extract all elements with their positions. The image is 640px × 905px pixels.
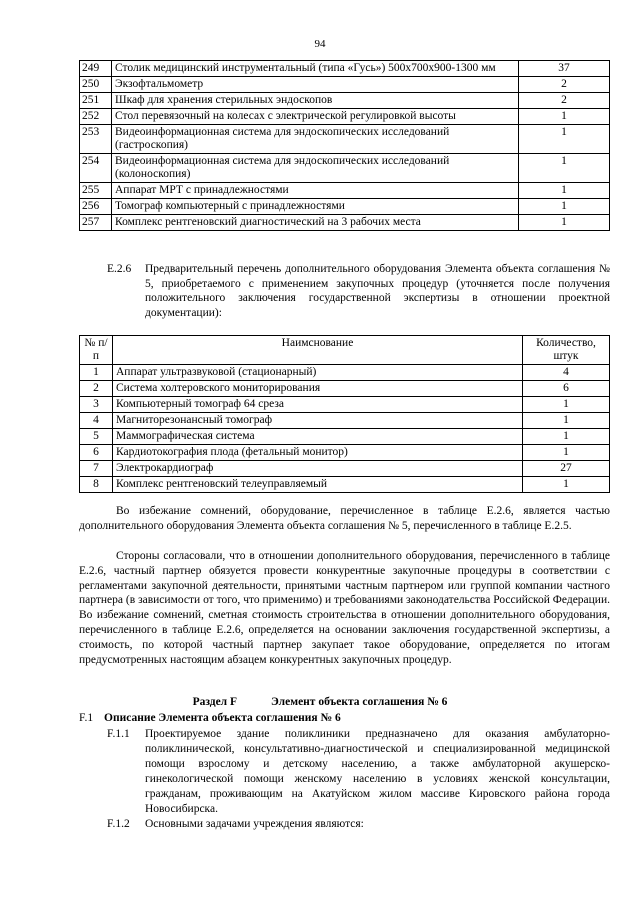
row-quantity: 1 xyxy=(519,125,610,154)
row-number: 253 xyxy=(80,125,112,154)
subsection-f-1 xyxy=(79,712,341,724)
section-f-title xyxy=(0,696,640,708)
section-text: Предварительный перечень дополнительного оборудования Элемента объекта соглашения № 5, приобретаемого с применением закупочных процедур (уточняется после получения положительного заключения государственной экспертизы в отношении проектной документации): xyxy=(145,263,610,319)
row-number: 5 xyxy=(80,429,113,445)
row-quantity: 1 xyxy=(523,413,610,429)
row-quantity: 2 xyxy=(519,93,610,109)
column-header-quantity: Количество, штук xyxy=(523,336,610,365)
row-number: 254 xyxy=(80,154,112,183)
row-number: 250 xyxy=(80,77,112,93)
row-name: Комплекс рентгеновский диагностический на 3 рабочих места xyxy=(112,215,519,231)
clause-code: F.1.2 xyxy=(107,818,130,830)
row-number: 256 xyxy=(80,199,112,215)
subsection-title: Описание Элемента объекта соглашения № 6 xyxy=(104,712,341,724)
table-row xyxy=(80,413,610,429)
row-number: 6 xyxy=(80,445,113,461)
subsection-code: F.1 xyxy=(79,712,94,724)
row-quantity: 2 xyxy=(519,77,610,93)
row-name: Аппарат ультразвуковой (стационарный) xyxy=(113,365,523,381)
row-name: Компьютерный томограф 64 среза xyxy=(113,397,523,413)
row-name: Шкаф для хранения стерильных эндоскопов xyxy=(112,93,519,109)
table-row xyxy=(80,109,610,125)
table-row xyxy=(80,381,610,397)
row-name: Электрокардиограф xyxy=(113,461,523,477)
row-quantity: 1 xyxy=(519,199,610,215)
row-name: Маммографическая система xyxy=(113,429,523,445)
row-name: Томограф компьютерный с принадлежностями xyxy=(112,199,519,215)
table-row xyxy=(80,461,610,477)
row-number: 4 xyxy=(80,413,113,429)
table-row xyxy=(80,93,610,109)
table-row xyxy=(80,445,610,461)
page-number: 94 xyxy=(314,38,326,50)
row-name: Комплекс рентгеновский телеуправляемый xyxy=(113,477,523,493)
row-quantity: 4 xyxy=(523,365,610,381)
table-row xyxy=(80,215,610,231)
row-quantity: 27 xyxy=(523,461,610,477)
table-row xyxy=(80,365,610,381)
row-quantity: 6 xyxy=(523,381,610,397)
table-row xyxy=(80,125,610,154)
row-quantity: 1 xyxy=(519,154,610,183)
table-header-row xyxy=(80,336,610,365)
column-header-number: № п/п xyxy=(80,336,113,365)
row-quantity: 1 xyxy=(519,215,610,231)
row-number: 252 xyxy=(80,109,112,125)
row-name: Экзофтальмометр xyxy=(112,77,519,93)
row-name: Система холтеровского мониторирования xyxy=(113,381,523,397)
row-number: 7 xyxy=(80,461,113,477)
row-quantity: 1 xyxy=(523,429,610,445)
row-number: 249 xyxy=(80,61,112,77)
table-row xyxy=(80,77,610,93)
row-name: Аппарат МРТ с принадлежностями xyxy=(112,183,519,199)
clause-f-1-2 xyxy=(107,818,364,830)
section-f-label: Раздел F xyxy=(192,696,238,708)
row-number: 1 xyxy=(80,365,113,381)
clause-text: Основными задачами учреждения являются: xyxy=(145,818,364,830)
table-row xyxy=(80,154,610,183)
section-code: E.2.6 xyxy=(107,263,132,275)
row-quantity: 1 xyxy=(519,109,610,125)
row-quantity: 1 xyxy=(523,397,610,413)
row-number: 3 xyxy=(80,397,113,413)
row-number: 255 xyxy=(80,183,112,199)
additional-equipment-table xyxy=(79,335,610,493)
table-row xyxy=(80,429,610,445)
row-number: 2 xyxy=(80,381,113,397)
row-number: 8 xyxy=(80,477,113,493)
section-e-2-6 xyxy=(107,262,610,320)
paragraph-procurement-agreement: Стороны согласовали, что в отношении дополнительного оборудования, перечисленного в таблице E.2.6, частный партнер обязуется провести конкурентные закупочные процедуры в соответствии с регламентами закупочной деятельности, принятыми частным партнером или группой компании частного партнера (в зависимости от того, что применимо) и требованиями законодательства Российской Федерации. Во избежание сомнений, сметная стоимость строительства в отношении дополнительного оборудования, перечисленного в таблице E.2.6, определяется на основании заключения государственной экспертизы, а стоимость, по которой частный партнер закупает такое оборудование, определяется по итогам предусмотренных настоящим абзацем конкурентных закупочных процедур. xyxy=(79,550,610,666)
row-number: 257 xyxy=(80,215,112,231)
row-quantity: 37 xyxy=(519,61,610,77)
table-row xyxy=(80,61,610,77)
row-quantity: 1 xyxy=(523,445,610,461)
row-quantity: 1 xyxy=(523,477,610,493)
table-row xyxy=(80,183,610,199)
equipment-table-continued xyxy=(79,60,610,231)
table-row xyxy=(80,477,610,493)
row-name: Стол перевязочный на колесах с электрической регулировкой высоты xyxy=(112,109,519,125)
clause-code: F.1.1 xyxy=(107,728,130,740)
section-f-heading: Элемент объекта соглашения № 6 xyxy=(271,696,448,708)
column-header-name: Наимснование xyxy=(113,336,523,365)
row-name: Видеоинформационная система для эндоскопических исследований (гастроскопия) xyxy=(112,125,519,154)
clause-f-1-1 xyxy=(107,727,610,817)
row-name: Видеоинформационная система для эндоскопических исследований (колоноскопия) xyxy=(112,154,519,183)
row-name: Магниторезонансный томограф xyxy=(113,413,523,429)
row-name: Столик медицинский инструментальный (типа «Гусь») 500х700х900-1300 мм xyxy=(112,61,519,77)
table-row xyxy=(80,199,610,215)
clause-text: Проектируемое здание поликлиники предназначено для оказания амбулаторно-поликлинической, консультативно-диагностической и специализированной медицинской помощи взрослому и детскому населению, а также амбулаторной акушерско-гинекологической помощи женскому населению в условиях женской консультации, гражданам, проживающим на Акатуйском жилом массиве Кировского района города Новосибирска. xyxy=(145,728,610,815)
row-number: 251 xyxy=(80,93,112,109)
paragraph-table-note: Во избежание сомнений, оборудование, перечисленное в таблице E.2.6, является частью дополнительного оборудования Элемента объекта соглашения № 5, перечисленного в таблице E.2.5. xyxy=(79,505,610,532)
row-quantity: 1 xyxy=(519,183,610,199)
row-name: Кардиотокография плода (фетальный монитор) xyxy=(113,445,523,461)
table-row xyxy=(80,397,610,413)
